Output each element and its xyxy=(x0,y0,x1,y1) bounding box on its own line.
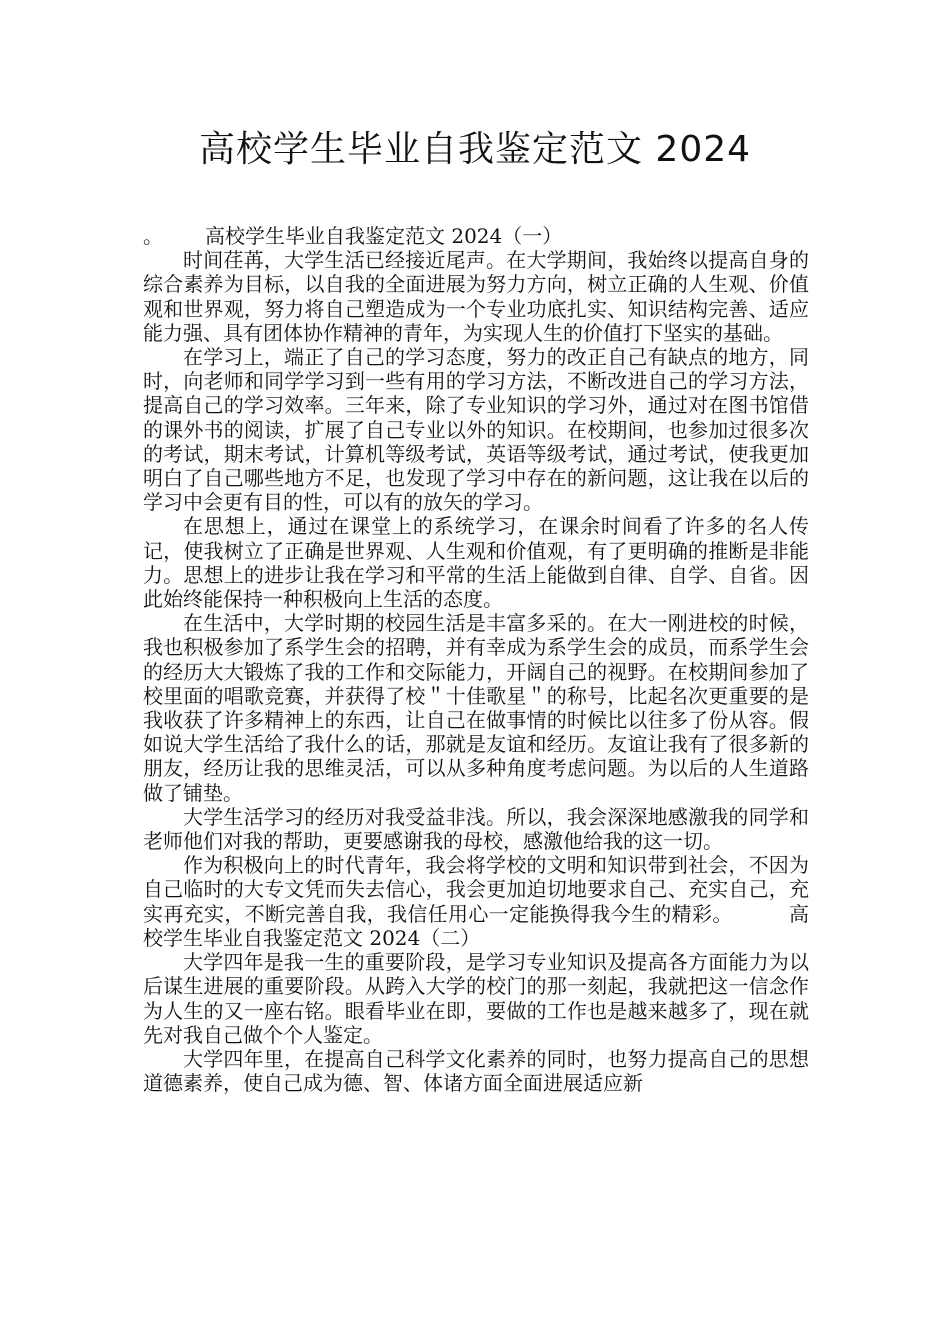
document-body xyxy=(143,224,809,1095)
document-title: 高校学生毕业自我鉴定范文 2024 xyxy=(198,129,752,170)
section-1-heading: 高校学生毕业自我鉴定范文 2024（一） xyxy=(205,224,563,248)
section-1-mark: 。 xyxy=(143,224,163,248)
paragraph: 大学四年是我一生的重要阶段，是学习专业知识及提高各方面能力为以后谋生进展的重要阶段。从跨入大学的校门的那一刻起，我就把这一信念作为人生的又一座右铭。眼看毕业在即，要做的工作也是越来越多了，现在就先对我自己做个个人鉴定。 xyxy=(143,950,809,1047)
section-2-heading: 高校学生毕业自我鉴定范文 2024（二） xyxy=(143,901,810,950)
paragraph: 在思想上，通过在课堂上的系统学习，在课余时间看了许多的名人传记，使我树立了正确是世界观、人生观和价值观，有了更明确的推断是非能力。思想上的进步让我在学习和平常的生活上能做到自律、自学、自省。因此始终能保持一种积极向上生活的态度。 xyxy=(143,514,809,612)
paragraph-text: 作为积极向上的时代青年，我会将学校的文明和知识带到社会，不因为自己临时的大专文凭而失去信心，我会更加迫切地要求自己、充实自己，充实再充实，不断完善自我，我信任用心一定能换得我今生的精彩。 xyxy=(143,853,809,926)
paragraph: 在生活中，大学时期的校园生活是丰富多采的。在大一刚进校的时候，我也积极参加了系学生会的招聘，并有幸成为系学生会的成员，而系学生会的经历大大锻炼了我的工作和交际能力，开阔自己的视野。在校期间参加了校里面的唱歌竞赛，并获得了校＂十佳歌星＂的称号，比起名次更重要的是我收获了许多精神上的东西，让自己在做事情的时候比以往多了份从容。假如说大学生活给了我什么的话，那就是友谊和经历。友谊让我有了很多新的朋友，经历让我的思维灵活，可以从多种角度考虑问题。为以后的人生道路做了铺垫。 xyxy=(143,611,809,805)
paragraph: 大学四年里，在提高自己科学文化素养的同时，也努力提高自己的思想道德素养，使自己成为德、智、体诸方面全面进展适应新 xyxy=(143,1046,809,1096)
paragraph-with-section-2-heading xyxy=(143,853,809,950)
paragraph: 在学习上，端正了自己的学习态度，努力的改正自己有缺点的地方，同时，向老师和同学学习到一些有用的学习方法，不断改进自己的学习方法，提高自己的学习效率。三年来，除了专业知识的学习外，通过对在图书馆借的课外书的阅读，扩展了自己专业以外的知识。在校期间，也参加过很多次的考试，期末考试，计算机等级考试，英语等级考试，通过考试，使我更加明白了自己哪些地方不足，也发现了学习中存在的新问题，这让我在以后的学习中会更有目的性，可以有的放矢的学习。 xyxy=(143,345,809,515)
section-1-heading-line xyxy=(143,224,809,248)
paragraph: 时间荏苒，大学生活已经接近尾声。在大学期间，我始终以提高自身的综合素养为目标，以自我的全面进展为努力方向，树立正确的人生观、价值观和世界观，努力将自己塑造成为一个专业功底扎实、知识结构完善、适应能力强、具有团体协作精神的青年，为实现人生的价值打下坚实的基础。 xyxy=(143,248,809,345)
paragraph: 大学生活学习的经历对我受益非浅。所以，我会深深地感激我的同学和老师他们对我的帮助，更要感谢我的母校，感激他给我的这一切。 xyxy=(143,804,809,854)
